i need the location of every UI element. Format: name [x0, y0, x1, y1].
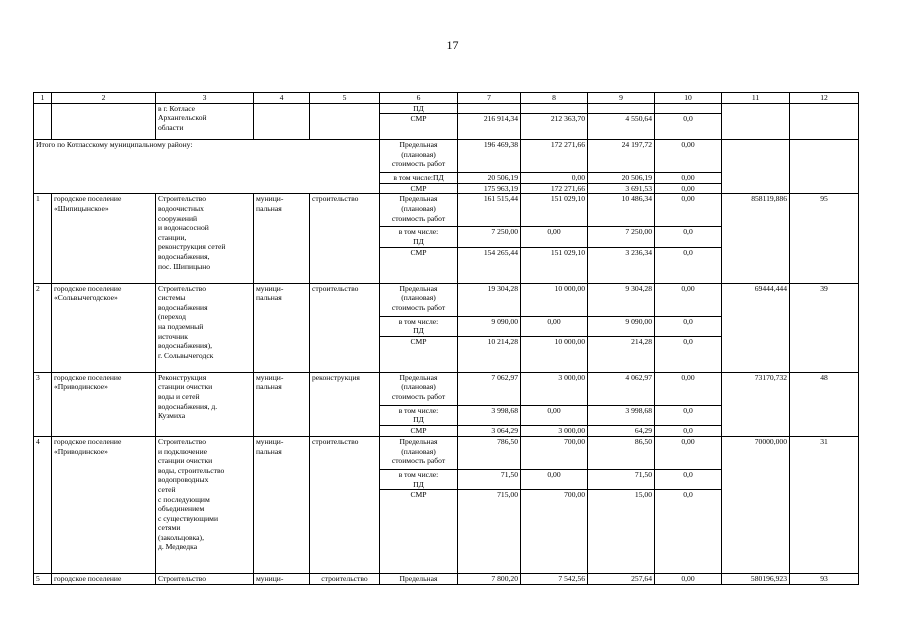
object-cell: Реконструкция станции очистки воды и сетей водоснабжения, д. Кузмиха	[156, 372, 254, 436]
value-cell: 19 304,28	[458, 283, 521, 316]
column-number: 10	[655, 93, 722, 104]
value-cell: 0,0	[655, 247, 722, 283]
work-type-cell: строительство	[310, 283, 380, 372]
object-cell: Строительство системы водоснабжения (переход на подземный источник водоснабжения), г. Сольвычегодск	[156, 283, 254, 372]
value-cell: 69444,444	[722, 283, 790, 372]
work-type-cell: строительство	[310, 436, 380, 573]
column-number: 9	[588, 93, 655, 104]
cost-label: Предельная (плановая) стоимость работ	[380, 436, 458, 469]
value-cell: 0,00	[655, 194, 722, 227]
cost-label: СМР	[380, 336, 458, 372]
work-type-cell: реконструкция	[310, 372, 380, 436]
table-row	[34, 194, 859, 227]
value-cell: 216 914,34	[458, 114, 521, 140]
value-cell: 10 000,00	[521, 336, 588, 372]
value-cell: 0,00	[521, 173, 588, 184]
value-cell: 31	[790, 436, 859, 573]
column-number: 5	[310, 93, 380, 104]
settlement-cell: городское поселение	[52, 574, 156, 585]
object-cell: Строительство и подключение станции очистки воды, строительство водопроводных сетей с последующим объединением с существующими сетями (закольцовка), д. Медведка	[156, 436, 254, 573]
value-cell: 15,00	[588, 490, 655, 574]
value-cell: 7 800,20	[458, 574, 521, 585]
value-cell: 580196,923	[722, 574, 790, 585]
row-number: 3	[34, 372, 52, 436]
value-cell: 0,00	[655, 574, 722, 585]
value-cell: 858119,886	[722, 194, 790, 283]
value-cell: 3 000,00	[521, 425, 588, 436]
cost-label: Предельная (плановая) стоимость работ	[380, 140, 458, 173]
settlement-cell: городское поселение «Приводинское»	[52, 372, 156, 436]
column-number: 8	[521, 93, 588, 104]
value-cell: 10 486,34	[588, 194, 655, 227]
value-cell: 0,0	[655, 114, 722, 140]
column-number: 7	[458, 93, 521, 104]
column-number-row	[34, 93, 859, 104]
value-cell: 0,00	[655, 372, 722, 405]
value-cell: 715,00	[458, 490, 521, 574]
cost-label: Предельная (плановая) стоимость работ	[380, 372, 458, 405]
value-cell: 7 250,00	[458, 227, 521, 247]
value-cell: 7 062,97	[458, 372, 521, 405]
cost-label: СМР	[380, 183, 458, 194]
value-cell: 196 469,38	[458, 140, 521, 173]
ownership-cell: муници- пальная	[254, 372, 310, 436]
object-cell: в г. Котласе Архангельской области	[156, 103, 254, 140]
value-cell: 0,0	[655, 490, 722, 574]
total-row	[34, 140, 859, 173]
value-cell: 214,28	[588, 336, 655, 372]
column-number: 12	[790, 93, 859, 104]
value-cell: 95	[790, 194, 859, 283]
cost-label: СМР	[380, 425, 458, 436]
cost-label: Предельная (плановая) стоимость работ	[380, 194, 458, 227]
work-type-cell: строительство	[310, 194, 380, 283]
value-cell: 151 029,10	[521, 247, 588, 283]
value-cell: 175 963,19	[458, 183, 521, 194]
page-number: 17	[446, 38, 459, 52]
value-cell: 0,00	[521, 405, 588, 425]
value-cell: 161 515,44	[458, 194, 521, 227]
value-cell: 24 197,72	[588, 140, 655, 173]
row-number: 1	[34, 194, 52, 283]
value-cell: 9 090,00	[458, 316, 521, 336]
value-cell: 0,0	[655, 425, 722, 436]
value-cell: 7 250,00	[588, 227, 655, 247]
settlement-cell: городское поселение «Шипицынское»	[52, 194, 156, 283]
value-cell: 0,00	[655, 283, 722, 316]
column-number: 4	[254, 93, 310, 104]
value-cell: 0,00	[655, 140, 722, 173]
value-cell: 20 506,19	[588, 173, 655, 184]
cost-label: в том числе: ПД	[380, 405, 458, 425]
value-cell: 10 000,00	[521, 283, 588, 316]
column-number: 3	[156, 93, 254, 104]
value-cell: 700,00	[521, 490, 588, 574]
value-cell: 0,00	[521, 469, 588, 489]
ownership-cell: муници- пальная	[254, 436, 310, 573]
value-cell: 0,0	[655, 469, 722, 489]
object-cell: Строительство	[156, 574, 254, 585]
column-number: 2	[52, 93, 156, 104]
value-cell: 9 090,00	[588, 316, 655, 336]
cost-label: СМР	[380, 490, 458, 574]
value-cell: 86,50	[588, 436, 655, 469]
ownership-cell: муници- пальная	[254, 283, 310, 372]
total-label: Итого по Котласскому муниципальному району:	[34, 140, 380, 194]
value-cell: 3 998,68	[458, 405, 521, 425]
value-cell: 0,0	[655, 227, 722, 247]
value-cell: 786,50	[458, 436, 521, 469]
cost-label: в том числе: ПД	[380, 227, 458, 247]
value-cell: 4 550,64	[588, 114, 655, 140]
value-cell: 700,00	[521, 436, 588, 469]
value-cell: 73170,732	[722, 372, 790, 436]
value-cell: 3 236,34	[588, 247, 655, 283]
value-cell: 151 029,10	[521, 194, 588, 227]
settlement-cell: городское поселение «Приводинское»	[52, 436, 156, 573]
ownership-cell: муници-	[254, 574, 310, 585]
table-row	[34, 372, 859, 405]
settlement-cell: городское поселение «Сольвычегодское»	[52, 283, 156, 372]
cost-label: СМР	[380, 247, 458, 283]
cost-label: Предельная (плановая) стоимость работ	[380, 283, 458, 316]
column-number: 11	[722, 93, 790, 104]
value-cell: 70000,000	[722, 436, 790, 573]
value-cell: 9 304,28	[588, 283, 655, 316]
value-cell: 71,50	[588, 469, 655, 489]
column-number: 1	[34, 93, 52, 104]
row-number: 4	[34, 436, 52, 573]
cost-label: в том числе:ПД	[380, 173, 458, 184]
cost-label: в том числе: ПД	[380, 316, 458, 336]
row-number: 2	[34, 283, 52, 372]
value-cell: 0,0	[655, 336, 722, 372]
investment-table	[33, 92, 859, 585]
value-cell: 3 064,29	[458, 425, 521, 436]
value-cell: 48	[790, 372, 859, 436]
value-cell: 0,00	[521, 227, 588, 247]
row-number: 5	[34, 574, 52, 585]
table-row	[34, 283, 859, 316]
column-number: 6	[380, 93, 458, 104]
cost-label: в том числе: ПД	[380, 469, 458, 489]
value-cell: 64,29	[588, 425, 655, 436]
value-cell: 4 062,97	[588, 372, 655, 405]
table-row	[34, 574, 859, 585]
value-cell: 172 271,66	[521, 183, 588, 194]
value-cell: 0,00	[655, 183, 722, 194]
value-cell: 0,00	[521, 316, 588, 336]
value-cell: 0,0	[655, 405, 722, 425]
value-cell: 212 363,70	[521, 114, 588, 140]
cost-label: СМР	[380, 114, 458, 140]
value-cell: 39	[790, 283, 859, 372]
value-cell: 0,00	[655, 173, 722, 184]
value-cell: 71,50	[458, 469, 521, 489]
value-cell: 3 000,00	[521, 372, 588, 405]
value-cell: 93	[790, 574, 859, 585]
value-cell: 10 214,28	[458, 336, 521, 372]
table-row	[34, 103, 859, 114]
value-cell: 3 998,68	[588, 405, 655, 425]
value-cell: 172 271,66	[521, 140, 588, 173]
value-cell: 0,00	[655, 436, 722, 469]
value-cell: 20 506,19	[458, 173, 521, 184]
table-row	[34, 436, 859, 469]
value-cell: 0,0	[655, 316, 722, 336]
value-cell: 257,64	[588, 574, 655, 585]
cost-label: Предельная	[380, 574, 458, 585]
cost-label: ПД	[380, 103, 458, 114]
value-cell: 154 265,44	[458, 247, 521, 283]
work-type-cell: строительство	[310, 574, 380, 585]
value-cell: 3 691,53	[588, 183, 655, 194]
object-cell: Строительство водоочистных сооружений и водонасосной станции, реконструкция сетей водоснабжения, пос. Шипицыно	[156, 194, 254, 283]
value-cell: 7 542,56	[521, 574, 588, 585]
ownership-cell: муници- пальная	[254, 194, 310, 283]
